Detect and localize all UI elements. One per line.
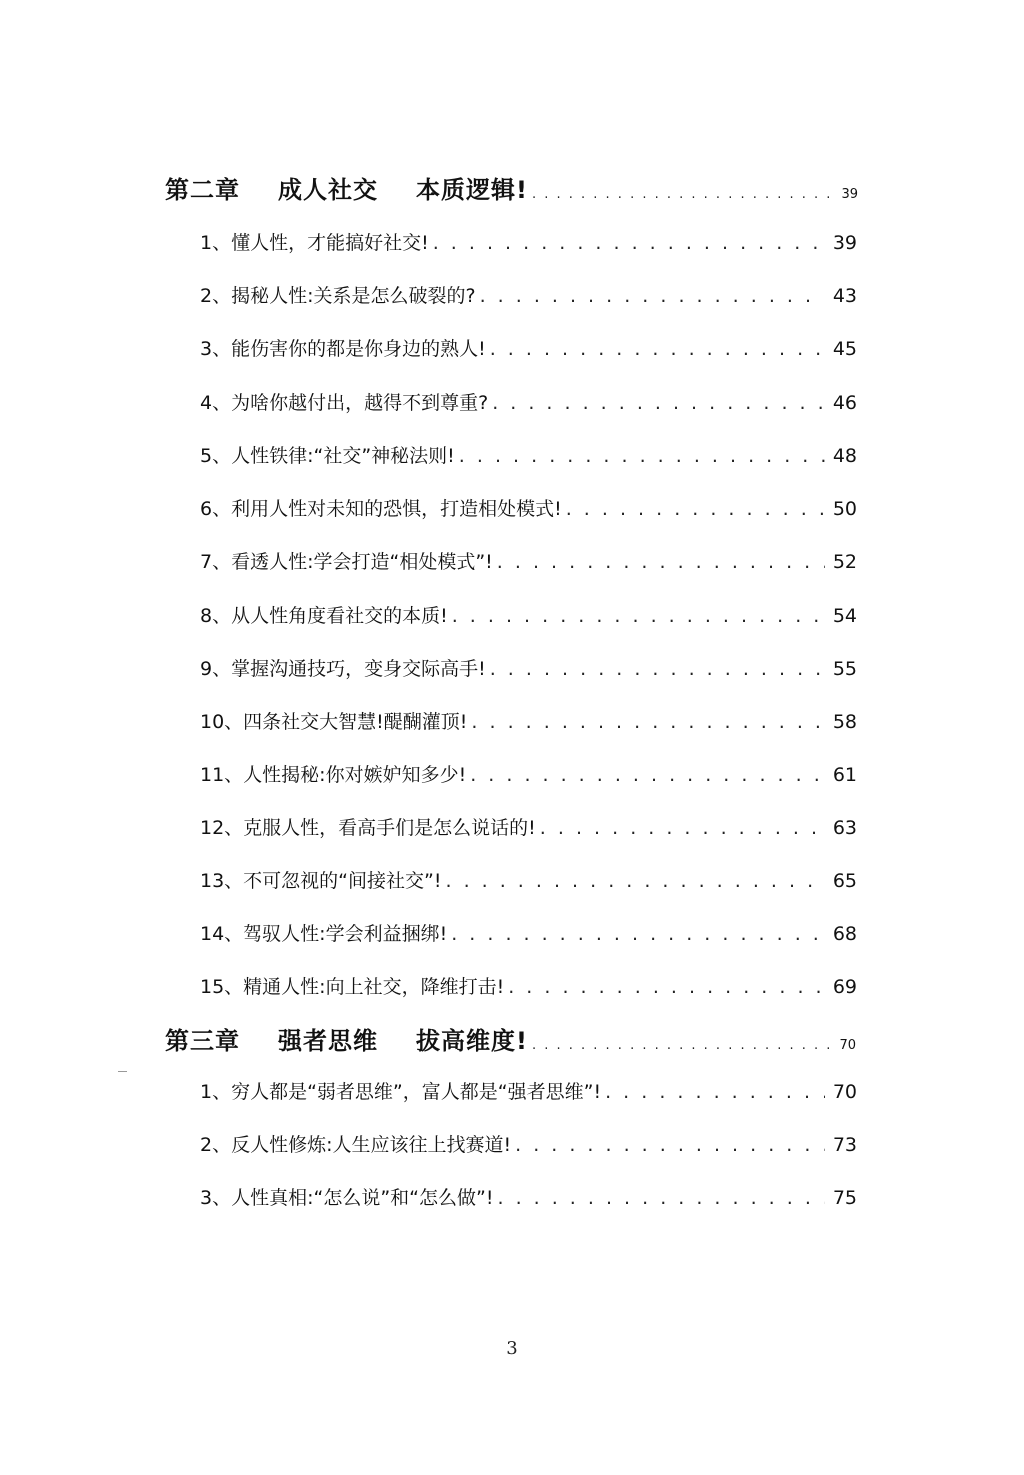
- dot-leader: [566, 498, 825, 520]
- dot-leader: [497, 1187, 825, 1209]
- dot-leader: [471, 711, 825, 733]
- dot-leader: [451, 923, 825, 945]
- toc-entry-title: 3、能伤害你的都是你身边的熟人!: [200, 338, 486, 360]
- dot-leader: [497, 551, 825, 573]
- toc-entry-title: 13、不可忽视的“间接社交”!: [200, 870, 442, 892]
- toc-entry-title: 8、从人性角度看社交的本质!: [200, 605, 448, 627]
- toc-entry-title: 2、揭秘人性:关系是怎么破裂的?: [200, 285, 476, 307]
- chapter-title: [165, 170, 528, 205]
- chapter-heading: [165, 170, 858, 205]
- chapter-heading: [165, 1021, 856, 1056]
- toc-entry-page: 75: [832, 1187, 857, 1209]
- toc-entry-title: 1、懂人性，才能搞好社交!: [200, 232, 429, 254]
- dot-leader: [605, 1081, 825, 1103]
- toc-entry-page: 43: [832, 285, 857, 307]
- dot-leader: [470, 764, 825, 786]
- toc-entry-title: 3、人性真相:“怎么说”和“怎么做”!: [200, 1187, 494, 1209]
- toc-entry-page: 61: [832, 764, 857, 786]
- toc-entry-page: 52: [832, 551, 857, 573]
- toc-entry: [200, 1077, 857, 1104]
- dot-leader: [540, 817, 825, 839]
- chapter-title-part-2: 本质逻辑!: [416, 176, 528, 204]
- toc-entry: [200, 494, 857, 521]
- toc-entry: [200, 601, 857, 628]
- chapter-title: [165, 1021, 528, 1056]
- toc-entry: [200, 228, 857, 255]
- toc-entry-page: 39: [832, 232, 857, 254]
- dot-leader: [459, 445, 825, 467]
- toc-entry: [200, 972, 857, 999]
- toc-entry-title: 6、利用人性对未知的恐惧，打造相处模式!: [200, 498, 562, 520]
- toc-entry-title: 7、看透人性:学会打造“相处模式”!: [200, 551, 493, 573]
- toc-entry-title: 14、驾驭人性:学会利益捆绑!: [200, 923, 448, 945]
- chapter-label: 第二章: [165, 176, 240, 204]
- toc-entry-title: 5、人性铁律:“社交”神秘法则!: [200, 445, 455, 467]
- toc-entry-page: 54: [832, 605, 857, 627]
- dot-leader: [445, 870, 825, 892]
- scan-mark: [118, 1071, 127, 1072]
- chapter-title-part-1: 成人社交: [278, 176, 378, 204]
- toc-entry: [200, 1130, 857, 1157]
- toc-entry: [200, 760, 857, 787]
- dot-leader: [532, 1038, 834, 1053]
- toc-entry-title: 9、掌握沟通技巧，变身交际高手!: [200, 658, 486, 680]
- toc-entry-page: 63: [832, 817, 857, 839]
- dot-leader: [490, 658, 825, 680]
- chapter-title-part-2: 拔高维度!: [416, 1027, 528, 1055]
- toc-entry-page: 46: [832, 392, 857, 414]
- toc-entry-title: 10、四条社交大智慧!醍醐灌顶!: [200, 711, 468, 733]
- toc-entry: [200, 866, 857, 893]
- toc-entry-title: 15、精通人性:向上社交，降维打击!: [200, 976, 505, 998]
- dot-leader: [452, 605, 825, 627]
- chapter-label: 第三章: [165, 1027, 240, 1055]
- toc-entry: [200, 334, 857, 361]
- toc-entry: [200, 547, 857, 574]
- toc-entry-page: 55: [832, 658, 857, 680]
- toc-entry: [200, 281, 857, 308]
- toc-entry-page: 69: [832, 976, 857, 998]
- toc-entry-page: 70: [832, 1081, 857, 1103]
- toc-entry: [200, 707, 857, 734]
- page-number: 3: [506, 1338, 518, 1359]
- toc-entry: [200, 919, 857, 946]
- toc-entry-title: 11、人性揭秘:你对嫉妒知多少!: [200, 764, 467, 786]
- toc-entry-page: 68: [832, 923, 857, 945]
- toc-entry-page: 48: [832, 445, 857, 467]
- dot-leader: [515, 1134, 825, 1156]
- toc-entry-page: 73: [832, 1134, 857, 1156]
- dot-leader: [508, 976, 825, 998]
- toc-entry-page: 65: [832, 870, 857, 892]
- toc-entry-page: 45: [832, 338, 857, 360]
- dot-leader: [532, 187, 836, 202]
- dot-leader: [492, 392, 825, 414]
- toc-entry-page: 50: [832, 498, 857, 520]
- toc-entry: [200, 654, 857, 681]
- toc-entry-title: 1、穷人都是“弱者思维”，富人都是“强者思维”!: [200, 1081, 602, 1103]
- chapter-page-number: 39: [841, 187, 858, 202]
- toc-entry-title: 2、反人性修炼:人生应该往上找赛道!: [200, 1134, 512, 1156]
- toc-entry: [200, 1183, 857, 1210]
- toc-entry-title: 12、克服人性，看高手们是怎么说话的!: [200, 817, 536, 839]
- dot-leader: [490, 338, 825, 360]
- toc-entry: [200, 388, 857, 415]
- toc-entry: [200, 813, 857, 840]
- chapter-page-number: 70: [839, 1038, 856, 1053]
- toc-entry-page: 58: [832, 711, 857, 733]
- chapter-title-part-1: 强者思维: [278, 1027, 378, 1055]
- toc-entry: [200, 441, 857, 468]
- toc-entry-title: 4、为啥你越付出，越得不到尊重?: [200, 392, 489, 414]
- dot-leader: [480, 285, 825, 307]
- dot-leader: [433, 232, 825, 254]
